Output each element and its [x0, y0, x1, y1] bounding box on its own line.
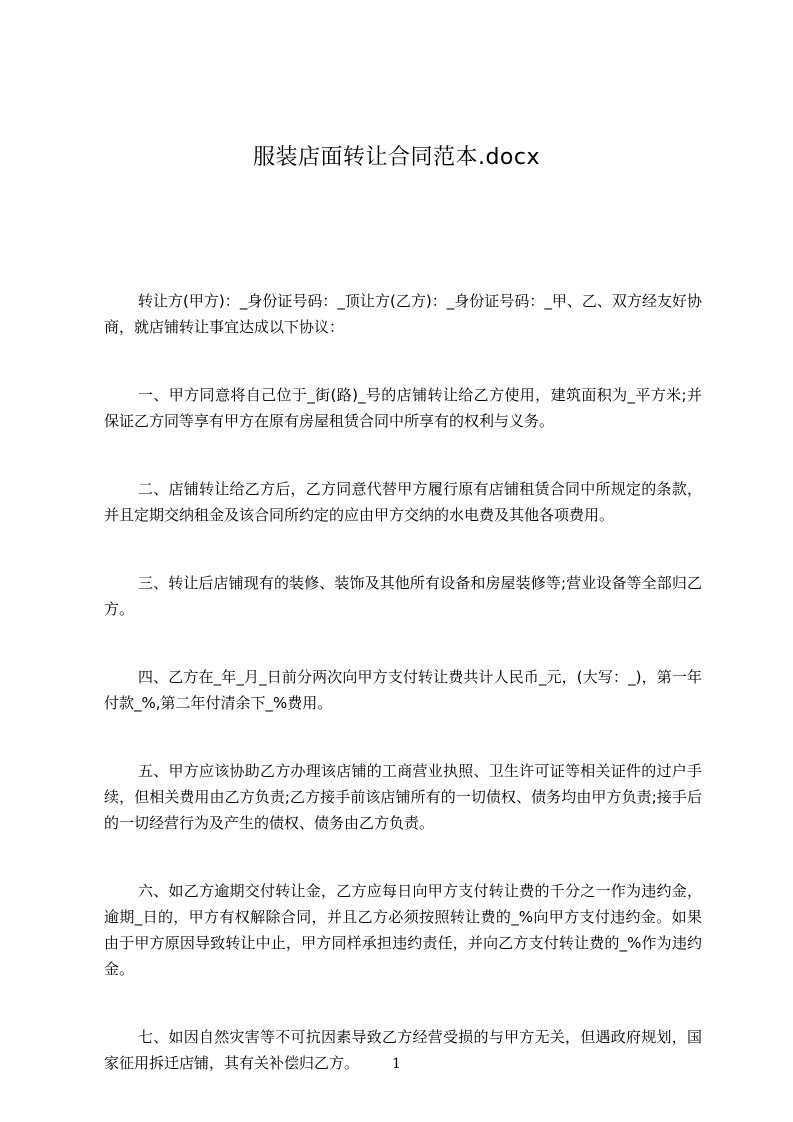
paragraph-clause-2: 二、店铺转让给乙方后，乙方同意代替甲方履行原有店铺租赁合同中所规定的条款，并且定期交纳租金及该合同所约定的应由甲方交纳的水电费及其他各项费用。: [104, 480, 702, 524]
page-number: 1: [392, 1056, 401, 1072]
paragraph-clause-4: 四、乙方在_年_月_日前分两次向甲方支付转让费共计人民币_元，(大写：_)，第一年付款_%,第二年付清余下_%费用。: [104, 668, 702, 712]
paragraph-clause-7: 七、如因自然灾害等不可抗因素导致乙方经营受损的与甲方无关，但遇政府规划，国家征用拆迁店铺，其有关补偿归乙方。: [104, 1028, 702, 1072]
document-title: 服装店面转让合同范本.docx: [252, 145, 541, 170]
document-body: [104, 288, 702, 1118]
paragraph-parties: 转让方(甲方)：_身份证号码：_顶让方(乙方)：_身份证号码：_甲、乙、双方经友好协商，就店铺转让事宜达成以下协议：: [104, 292, 702, 336]
paragraph-clause-6: 六、如乙方逾期交付转让金，乙方应每日向甲方支付转让费的千分之一作为违约金，逾期_日的，甲方有权解除合同，并且乙方必须按照转让费的_%向甲方支付违约金。如果由于甲方原因导致转让中止，甲方同样承担违约责任，并向乙方支付转让费的_%作为违约金。: [104, 882, 702, 978]
paragraph-clause-5: 五、甲方应该协助乙方办理该店铺的工商营业执照、卫生许可证等相关证件的过户手续，但相关费用由乙方负责;乙方接手前该店铺所有的一切债权、债务均由甲方负责;接手后的一切经营行为及产生的债权、债务由乙方负责。: [104, 762, 702, 832]
paragraph-clause-1: 一、甲方同意将自己位于_街(路)_号的店铺转让给乙方使用，建筑面积为_平方米;并保证乙方同等享有甲方在原有房屋租赁合同中所享有的权利与义务。: [104, 386, 702, 430]
paragraph-clause-3: 三、转让后店铺现有的装修、装饰及其他所有设备和房屋装修等;营业设备等全部归乙方。: [104, 574, 702, 618]
